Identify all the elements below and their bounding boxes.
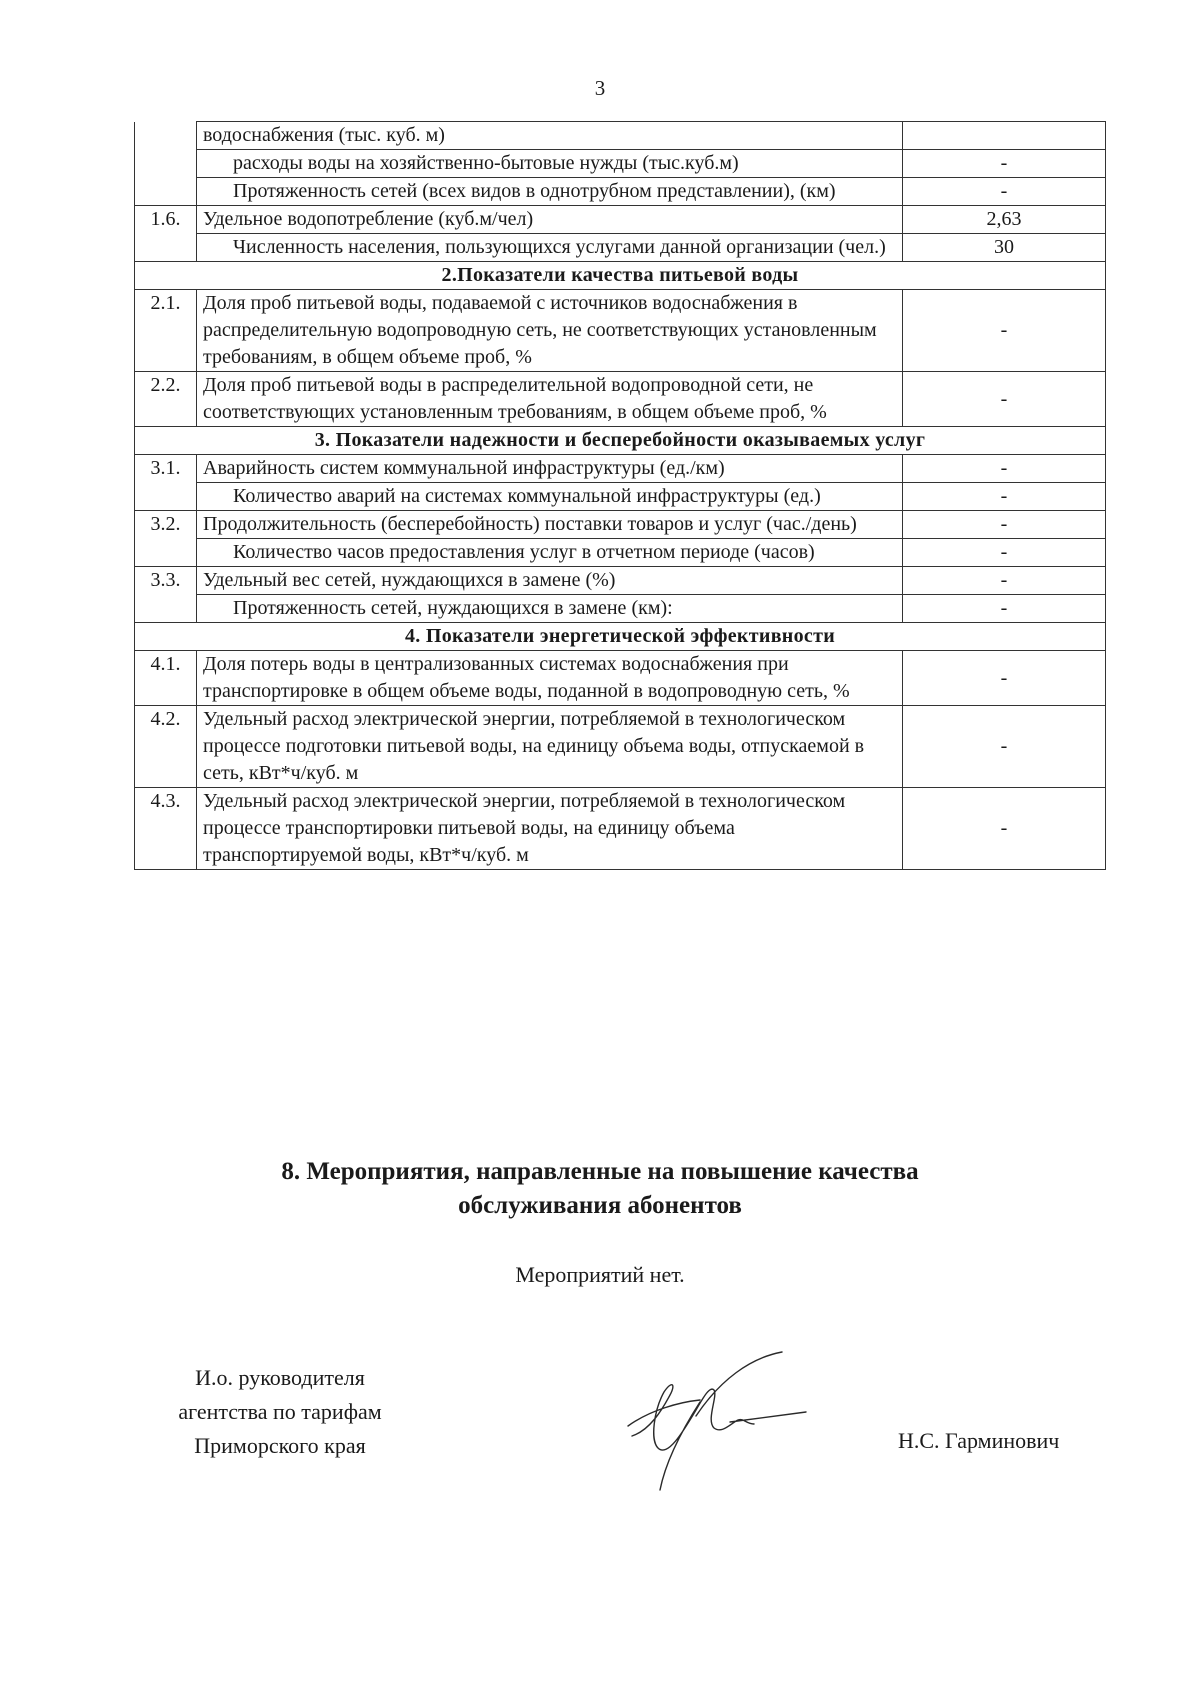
row-value: -	[903, 567, 1106, 595]
row-description: Удельный расход электрической энергии, потребляемой в технологическом процессе транспортировки питьевой воды, на единицу объема транспортируемой воды, кВт*ч/куб. м	[197, 788, 903, 870]
row-number: 2.2.	[135, 372, 197, 427]
handwritten-signature	[610, 1340, 810, 1500]
signer-title	[130, 1361, 430, 1463]
table-row	[135, 483, 1106, 511]
row-description: Аварийность систем коммунальной инфраструктуры (ед./км)	[197, 455, 903, 483]
row-number	[135, 178, 197, 206]
section-8-heading	[0, 1155, 1200, 1223]
signer-name: Н.С. Гарминович	[898, 1428, 1060, 1453]
table-row	[135, 567, 1106, 595]
row-value: -	[903, 372, 1106, 427]
section-8-heading-line-2: обслуживания абонентов	[458, 1192, 742, 1219]
row-description: Удельное водопотребление (куб.м/чел)	[197, 206, 903, 234]
row-value: 2,63	[903, 206, 1106, 234]
row-description: Протяженность сетей (всех видов в однотрубном представлении), (км)	[197, 178, 903, 206]
section-title: 2.Показатели качества питьевой воды	[135, 262, 1106, 290]
row-description: Доля проб питьевой воды, подаваемой с источников водоснабжения в распределительную водопроводную сеть, не соответствующих установленным требованиям, в общем объеме проб, %	[197, 290, 903, 372]
table-row	[135, 234, 1106, 262]
row-number: 2.1.	[135, 290, 197, 372]
row-number: 3.3.	[135, 567, 197, 595]
row-value: -	[903, 788, 1106, 870]
row-description: Численность населения, пользующихся услугами данной организации (чел.)	[197, 234, 903, 262]
row-number: 4.2.	[135, 706, 197, 788]
row-number: 1.6.	[135, 206, 197, 234]
signer-title-line-1: И.о. руководителя	[195, 1365, 365, 1390]
section-title: 4. Показатели энергетической эффективности	[135, 623, 1106, 651]
row-value: -	[903, 706, 1106, 788]
table-row	[135, 651, 1106, 706]
table-row	[135, 788, 1106, 870]
row-value: -	[903, 595, 1106, 623]
row-description: Доля потерь воды в централизованных системах водоснабжения при транспортировке в общем объеме воды, поданной в водопроводную сеть, %	[197, 651, 903, 706]
table-row	[135, 290, 1106, 372]
row-description: Удельный расход электрической энергии, потребляемой в технологическом процессе подготовки питьевой воды, на единицу объема воды, отпускаемой в сеть, кВт*ч/куб. м	[197, 706, 903, 788]
row-description: водоснабжения (тыс. куб. м)	[197, 122, 903, 150]
row-value: -	[903, 483, 1106, 511]
row-value: -	[903, 539, 1106, 567]
row-value: -	[903, 511, 1106, 539]
table-row	[135, 595, 1106, 623]
row-description: Удельный вес сетей, нуждающихся в замене (%)	[197, 567, 903, 595]
section-title: 3. Показатели надежности и бесперебойности оказываемых услуг	[135, 427, 1106, 455]
signer-title-line-3: Приморского края	[194, 1433, 366, 1458]
table-row	[135, 178, 1106, 206]
row-number	[135, 122, 197, 150]
row-number: 3.2.	[135, 511, 197, 539]
table-row	[135, 539, 1106, 567]
row-number	[135, 150, 197, 178]
row-description: Протяженность сетей, нуждающихся в замене (км):	[197, 595, 903, 623]
row-description: Количество часов предоставления услуг в отчетном периоде (часов)	[197, 539, 903, 567]
row-number	[135, 595, 197, 623]
row-description: Количество аварий на системах коммунальной инфраструктуры (ед.)	[197, 483, 903, 511]
page-number: 3	[594, 76, 606, 100]
table-row	[135, 511, 1106, 539]
row-value: -	[903, 651, 1106, 706]
table-row	[135, 150, 1106, 178]
row-description: расходы воды на хозяйственно-бытовые нужды (тыс.куб.м)	[197, 150, 903, 178]
row-description: Доля проб питьевой воды в распределительной водопроводной сети, не соответствующих установленным требованиям, в общем объеме проб, %	[197, 372, 903, 427]
signer-title-line-2: агентства по тарифам	[178, 1399, 382, 1424]
row-value	[903, 122, 1106, 150]
section-header-row	[135, 427, 1106, 455]
row-number: 4.3.	[135, 788, 197, 870]
table-row	[135, 122, 1106, 150]
section-8-body: Мероприятий нет.	[515, 1262, 685, 1287]
section-header-row	[135, 623, 1106, 651]
table-row	[135, 372, 1106, 427]
row-number	[135, 483, 197, 511]
section-8-heading-line-1: 8. Мероприятия, направленные на повышение качества	[281, 1158, 919, 1185]
indicators-table	[134, 121, 1106, 870]
table-row	[135, 206, 1106, 234]
table-row	[135, 455, 1106, 483]
row-value: -	[903, 178, 1106, 206]
row-number	[135, 539, 197, 567]
row-number: 3.1.	[135, 455, 197, 483]
row-value: -	[903, 455, 1106, 483]
row-number: 4.1.	[135, 651, 197, 706]
row-value: 30	[903, 234, 1106, 262]
row-description: Продолжительность (бесперебойность) поставки товаров и услуг (час./день)	[197, 511, 903, 539]
section-header-row	[135, 262, 1106, 290]
table-row	[135, 706, 1106, 788]
row-value: -	[903, 290, 1106, 372]
row-value: -	[903, 150, 1106, 178]
row-number	[135, 234, 197, 262]
